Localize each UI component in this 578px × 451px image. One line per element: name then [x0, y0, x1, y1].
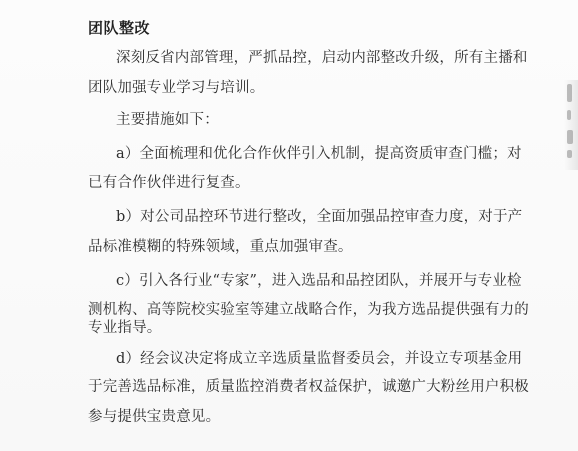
paragraph-line: b）对公司品控环节进行整改，全面加强品控审查力度，对于产: [116, 209, 523, 225]
scan-edge-mark: [567, 84, 572, 102]
scan-edge-mark: [567, 150, 572, 158]
paragraph-line: a）全面梳理和优化合作伙伴引入机制，提高资质审查门槛；对: [116, 146, 522, 162]
scan-edge-mark: [567, 110, 571, 120]
paragraph-line: 已有合作伙伴进行复查。: [88, 175, 250, 191]
paragraph-line: 参与提供宝贵意见。: [88, 409, 221, 425]
paragraph-line: 团队加强专业学习与培训。: [88, 80, 265, 96]
paragraph-line: 深刻反省内部管理，严抓品控，启动内部整改升级，所有主播和: [116, 50, 528, 66]
paragraph-line: 专业指导。: [88, 320, 162, 336]
paragraph-line: 品标准模糊的特殊领域，重点加强审查。: [88, 239, 353, 255]
paragraph-line: c）引入各行业“专家”，进入选品和品控团队，并展开与专业检: [116, 273, 522, 289]
paragraph-line: 测机构、高等院校实验室等建立战略合作，为我方选品提供强有力的: [88, 302, 529, 318]
paragraph-line: d）经会议决定将成立辛选质量监督委员会，并设立专项基金用: [116, 351, 523, 367]
scan-edge-mark: [567, 130, 573, 144]
paragraph-line: 主要措施如下：: [116, 112, 219, 128]
section-title: 团队整改: [88, 19, 151, 37]
paragraph-line: 于完善选品标准，质量监控消费者权益保护，诚邀广大粉丝用户积极: [88, 379, 529, 395]
